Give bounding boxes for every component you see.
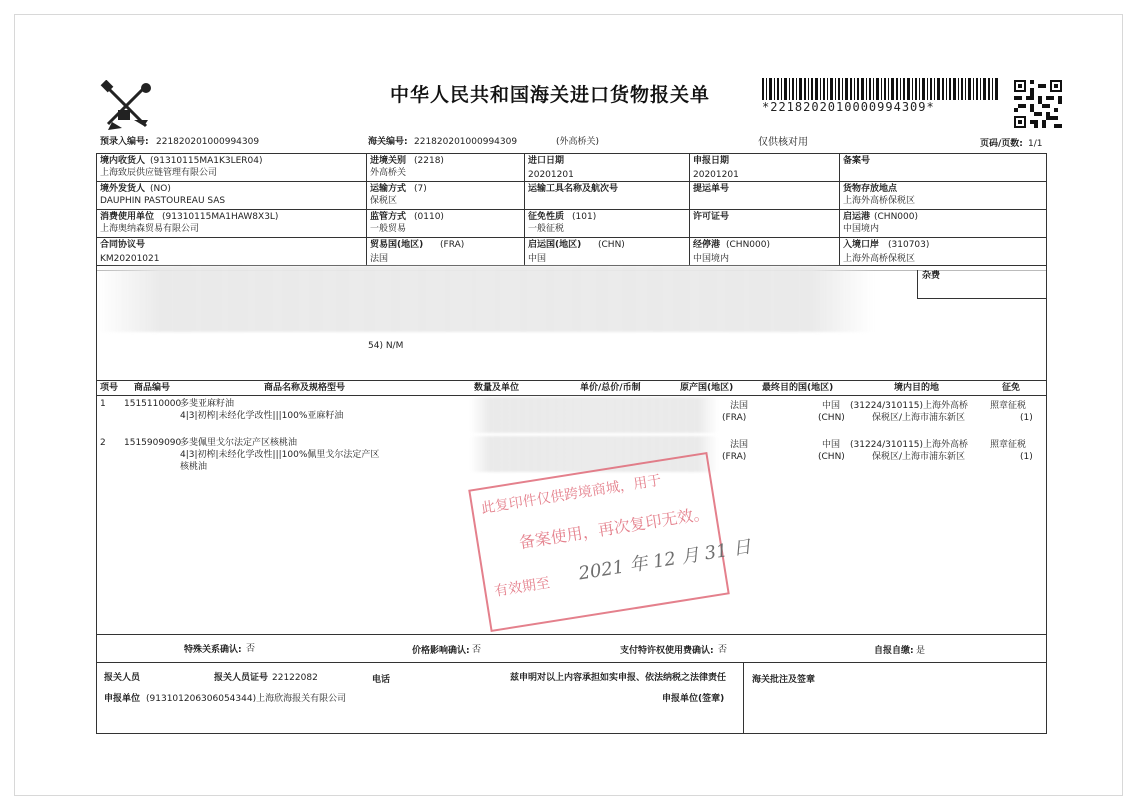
import-date: 20201201 — [528, 170, 574, 180]
pre-entry-label: 预录入编号: — [100, 137, 149, 147]
declarant-cert-label: 报关人员证号 — [214, 673, 269, 683]
item-2-origin-code: (FRA) — [722, 452, 747, 462]
marks-value: 54) N/M — [368, 341, 404, 351]
col-no: 项号 — [100, 383, 119, 393]
unit-value: (913101206306054344)上海欣海报关有限公司 — [146, 694, 347, 704]
item-2-name3: 核桃油 — [180, 462, 208, 472]
shipper-name: DAUPHIN PASTOUREAU SAS — [100, 196, 226, 206]
royalty-value: 否 — [718, 645, 728, 655]
tax-label: 征免性质 — [528, 212, 565, 222]
grid-line — [96, 662, 1047, 663]
page-value: 1/1 — [1028, 139, 1043, 149]
consignee-code: (91310115MA1K3LER04) — [150, 156, 263, 166]
item-2-levy1: 照章征税 — [990, 440, 1027, 450]
item-2-levy2: (1) — [1020, 452, 1033, 462]
pre-entry-no: 221820201000994309 — [156, 137, 260, 147]
trade-country-label: 贸易国(地区) — [370, 240, 424, 250]
origin-country-code: (CHN) — [598, 240, 625, 250]
special-value: 否 — [246, 644, 256, 654]
departure-name: 中国境内 — [843, 224, 880, 234]
contract-no: KM20201021 — [100, 254, 160, 264]
item-2-no: 2 — [100, 438, 106, 448]
origin-country-name: 中国 — [528, 254, 547, 264]
barcode-icon — [762, 78, 998, 100]
col-code: 商品编号 — [134, 383, 171, 393]
phone-label: 电话 — [372, 675, 391, 685]
transport-code: (7) — [414, 184, 427, 194]
item-1-levy1: 照章征税 — [990, 401, 1027, 411]
transit-name: 中国境内 — [693, 254, 730, 264]
transport-label: 运输方式 — [370, 184, 407, 194]
customs-no: 221820201000994309 — [414, 137, 518, 147]
item-1-name2: 4|3|初榨|未经化学改性|||100%亚麻籽油 — [180, 411, 344, 421]
declarant-label: 报关人员 — [104, 673, 141, 683]
grid-line — [689, 153, 690, 265]
entry-port-code: (310703) — [888, 240, 930, 250]
supervision-label: 监管方式 — [370, 212, 407, 222]
item-2-dest-code: (CHN) — [818, 452, 845, 462]
grid-line — [96, 153, 1047, 154]
approval-label: 海关批注及签章 — [752, 675, 816, 685]
grid-line — [96, 237, 1047, 238]
misc-label: 杂费 — [922, 271, 941, 281]
grid-line — [96, 634, 1047, 635]
col-name: 商品名称及规格型号 — [264, 383, 346, 393]
supervision-code: (0110) — [414, 212, 444, 222]
shipper-label: 境外发货人 — [100, 184, 146, 194]
entry-customs-label: 进境关别 — [370, 156, 407, 166]
verify-only: 仅供核对用 — [758, 137, 808, 148]
stamp-line-2: 备案使用，再次复印无效。 — [517, 503, 711, 553]
page-title: 中华人民共和国海关进口货物报关单 — [390, 84, 711, 106]
declare-date-label: 申报日期 — [693, 156, 730, 166]
item-1-domestic1: (31224/310115)上海外高桥 — [850, 401, 969, 411]
entry-customs-code: (2218) — [414, 156, 444, 166]
col-price: 单价/总价/币制 — [580, 383, 641, 393]
price-label: 价格影响确认: — [412, 646, 470, 656]
grid-line — [96, 380, 1047, 381]
col-qty: 数量及单位 — [474, 383, 520, 393]
import-date-label: 进口日期 — [528, 156, 565, 166]
self-label: 自报自缴: — [874, 646, 914, 656]
item-2-name2: 4|3|初榨|未经化学改性|||100%佩里戈尔法定产区 — [180, 450, 380, 460]
declare-date: 20201201 — [693, 170, 739, 180]
item-2-domestic1: (31224/310115)上海外高桥 — [850, 440, 969, 450]
grid-line — [524, 153, 525, 265]
item-2-name1: 多斐佩里戈尔法定产区核桃油 — [180, 438, 298, 448]
col-domestic: 境内目的地 — [894, 383, 940, 393]
item-2-code: 1515909090 — [124, 438, 182, 448]
supervision-name: 一般贸易 — [370, 224, 407, 234]
user-code: (91310115MA1HAW8X3L) — [162, 212, 279, 222]
user-label: 消费使用单位 — [100, 212, 155, 222]
qr-code-icon — [1014, 80, 1062, 128]
declarant-cert: 22122082 — [272, 673, 318, 683]
col-dest: 最终目的国(地区) — [762, 383, 834, 393]
entry-port-label: 入境口岸 — [843, 240, 880, 250]
contract-label: 合同协议号 — [100, 240, 146, 250]
item-1-no: 1 — [100, 399, 106, 409]
consignee-name: 上海致辰供应链管理有限公司 — [100, 168, 218, 178]
item-1-domestic2: 保税区/上海市浦东新区 — [872, 413, 966, 423]
entry-customs-name: 外高桥关 — [370, 168, 407, 178]
port-name: (外高桥关) — [556, 137, 600, 147]
grid-line — [96, 209, 1047, 210]
royalty-label: 支付特许权使用费确认: — [620, 646, 714, 656]
trade-country-code: (FRA) — [440, 240, 465, 250]
customs-no-label: 海关编号: — [368, 137, 408, 147]
col-levy: 征免 — [1002, 383, 1021, 393]
redacted-area — [470, 397, 718, 433]
item-2-domestic2: 保税区/上海市浦东新区 — [872, 452, 966, 462]
transport-name: 保税区 — [370, 196, 398, 206]
departure-code: (CHN000) — [874, 212, 918, 222]
grid-line — [839, 153, 840, 265]
grid-line — [1046, 153, 1047, 733]
page-label: 页码/页数: — [980, 139, 1023, 149]
transit-code: (CHN000) — [726, 240, 770, 250]
item-1-levy2: (1) — [1020, 413, 1033, 423]
item-1-origin-code: (FRA) — [722, 413, 747, 423]
item-2-origin-name: 法国 — [730, 440, 749, 450]
stamp-line-1: 此复印件仅供跨境商城，用于 — [480, 472, 663, 517]
origin-country-label: 启运国(地区) — [528, 240, 582, 250]
barcode-text: *2218202010000994309* — [762, 100, 935, 114]
grid-line — [96, 181, 1047, 182]
stamp-handwritten-date: 2021 年 12 月 31 日 — [577, 536, 753, 585]
grid-line — [96, 733, 1047, 734]
col-origin: 原产国(地区) — [680, 383, 734, 393]
item-1-origin-name: 法国 — [730, 401, 749, 411]
special-label: 特殊关系确认: — [184, 645, 242, 655]
storage-value: 上海外高桥保税区 — [843, 196, 916, 206]
tax-code: (101) — [572, 212, 597, 222]
customs-emblem-icon — [98, 80, 156, 132]
item-1-name1: 多斐亚麻籽油 — [180, 399, 235, 409]
grid-line — [96, 395, 1047, 396]
trade-country-name: 法国 — [370, 254, 389, 264]
statement-text: 兹申明对以上内容承担如实申报、依法纳税之法律责任 — [510, 673, 727, 683]
entry-port-name: 上海外高桥保税区 — [843, 254, 916, 264]
storage-label: 货物存放地点 — [843, 184, 898, 194]
departure-label: 启运港 — [843, 212, 871, 222]
bl-label: 提运单号 — [693, 184, 730, 194]
redacted-area — [98, 266, 874, 332]
grid-line — [743, 662, 744, 733]
shipper-code: (NO) — [150, 184, 171, 194]
transit-label: 经停港 — [693, 240, 721, 250]
unit-sign-label: 申报单位(签章) — [662, 694, 725, 704]
grid-line — [917, 270, 918, 298]
price-value: 否 — [472, 645, 482, 655]
tax-name: 一般征税 — [528, 224, 565, 234]
grid-line — [917, 298, 1046, 299]
consignee-label: 境内收货人 — [100, 156, 146, 166]
grid-line — [366, 153, 367, 265]
item-1-dest-name: 中国 — [822, 401, 841, 411]
grid-line — [96, 153, 97, 733]
item-1-code: 1515110000 — [124, 399, 182, 409]
license-label: 许可证号 — [693, 212, 730, 222]
stamp-line-3: 有效期至 — [493, 575, 552, 600]
unit-label: 申报单位 — [104, 694, 141, 704]
user-name: 上海奥纳森贸易有限公司 — [100, 224, 200, 234]
vehicle-label: 运输工具名称及航次号 — [528, 184, 619, 194]
item-2-dest-name: 中国 — [822, 440, 841, 450]
self-value: 是 — [916, 646, 926, 656]
record-no-label: 备案号 — [843, 156, 871, 166]
item-1-dest-code: (CHN) — [818, 413, 845, 423]
